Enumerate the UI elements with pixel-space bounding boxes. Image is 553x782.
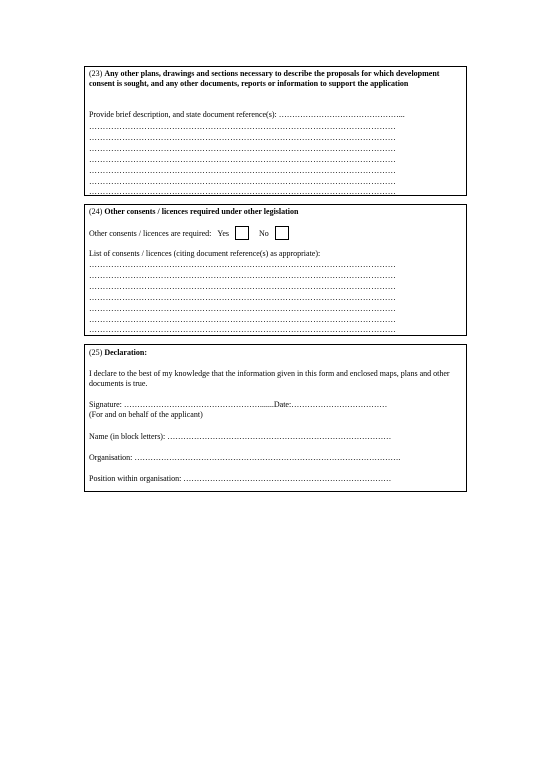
- declaration-text: I declare to the best of my knowledge that the information given in this form and enclosed maps, plans and other documents is true.: [89, 369, 450, 388]
- consents-list-label: List of consents / licences (citing document reference(s) as appropriate):: [89, 249, 321, 258]
- organisation-field[interactable]: Organisation: ……………………………………………………………………………………….: [89, 453, 401, 462]
- entry-line[interactable]: …………………………………………………………………………………………………: [89, 293, 397, 302]
- entry-line[interactable]: …………………………………………………………………………………………………: [89, 325, 397, 334]
- entry-line[interactable]: …………………………………………………………………………………………………: [89, 282, 397, 291]
- consents-required-label: Other consents / licences are required:: [89, 228, 212, 238]
- entry-line[interactable]: …………………………………………………………………………………………………: [89, 166, 397, 175]
- section-23-other-documents: [84, 66, 467, 196]
- no-label: No: [259, 228, 269, 238]
- entry-line[interactable]: …………………………………………………………………………………………………: [89, 271, 397, 280]
- entry-line[interactable]: …………………………………………………………………………………………………: [89, 133, 397, 142]
- section-number: (24): [89, 207, 103, 216]
- entry-line[interactable]: …………………………………………………………………………………………………: [89, 155, 397, 164]
- yes-label: Yes: [217, 228, 230, 238]
- yes-checkbox[interactable]: [235, 226, 249, 240]
- entry-line[interactable]: …………………………………………………………………………………………………: [89, 260, 397, 269]
- entry-line[interactable]: …………………………………………………………………………………………………: [89, 144, 397, 153]
- entry-line[interactable]: …………………………………………………………………………………………………: [89, 187, 397, 196]
- section-24-heading: [89, 207, 298, 217]
- section-heading-text: Any other plans, drawings and sections necessary to describe the proposals for which development consent is sought, and any other documents, reports or information to support the application: [89, 69, 440, 88]
- consents-required-row: [89, 228, 289, 240]
- entry-line[interactable]: …………………………………………………………………………………………………: [89, 122, 397, 131]
- entry-line[interactable]: …………………………………………………………………………………………………: [89, 177, 397, 186]
- section-heading-text: Other consents / licences required under other legislation: [104, 207, 299, 216]
- section-25-declaration: [84, 344, 467, 492]
- section-25-heading: [89, 348, 147, 358]
- section-23-heading: [89, 69, 461, 89]
- name-field[interactable]: Name (in block letters): …………………………………………………………………………: [89, 432, 392, 441]
- no-checkbox[interactable]: [275, 226, 289, 240]
- position-field[interactable]: Position within organisation: ……………………………………………………………………: [89, 474, 392, 483]
- section-heading-text: Declaration:: [104, 348, 147, 357]
- section-number: (25): [89, 348, 103, 357]
- section-number: (23): [89, 69, 103, 78]
- entry-line[interactable]: …………………………………………………………………………………………………: [89, 304, 397, 313]
- entry-line[interactable]: …………………………………………………………………………………………………: [89, 315, 397, 324]
- signature-date-field[interactable]: Signature: …………………………………………….......Date:………………………………: [89, 400, 388, 409]
- section-24-other-consents: [84, 204, 467, 336]
- section-23-prompt: Provide brief description, and state document reference(s): ………………………………………...: [89, 110, 405, 119]
- behalf-note: (For and on behalf of the applicant): [89, 410, 203, 419]
